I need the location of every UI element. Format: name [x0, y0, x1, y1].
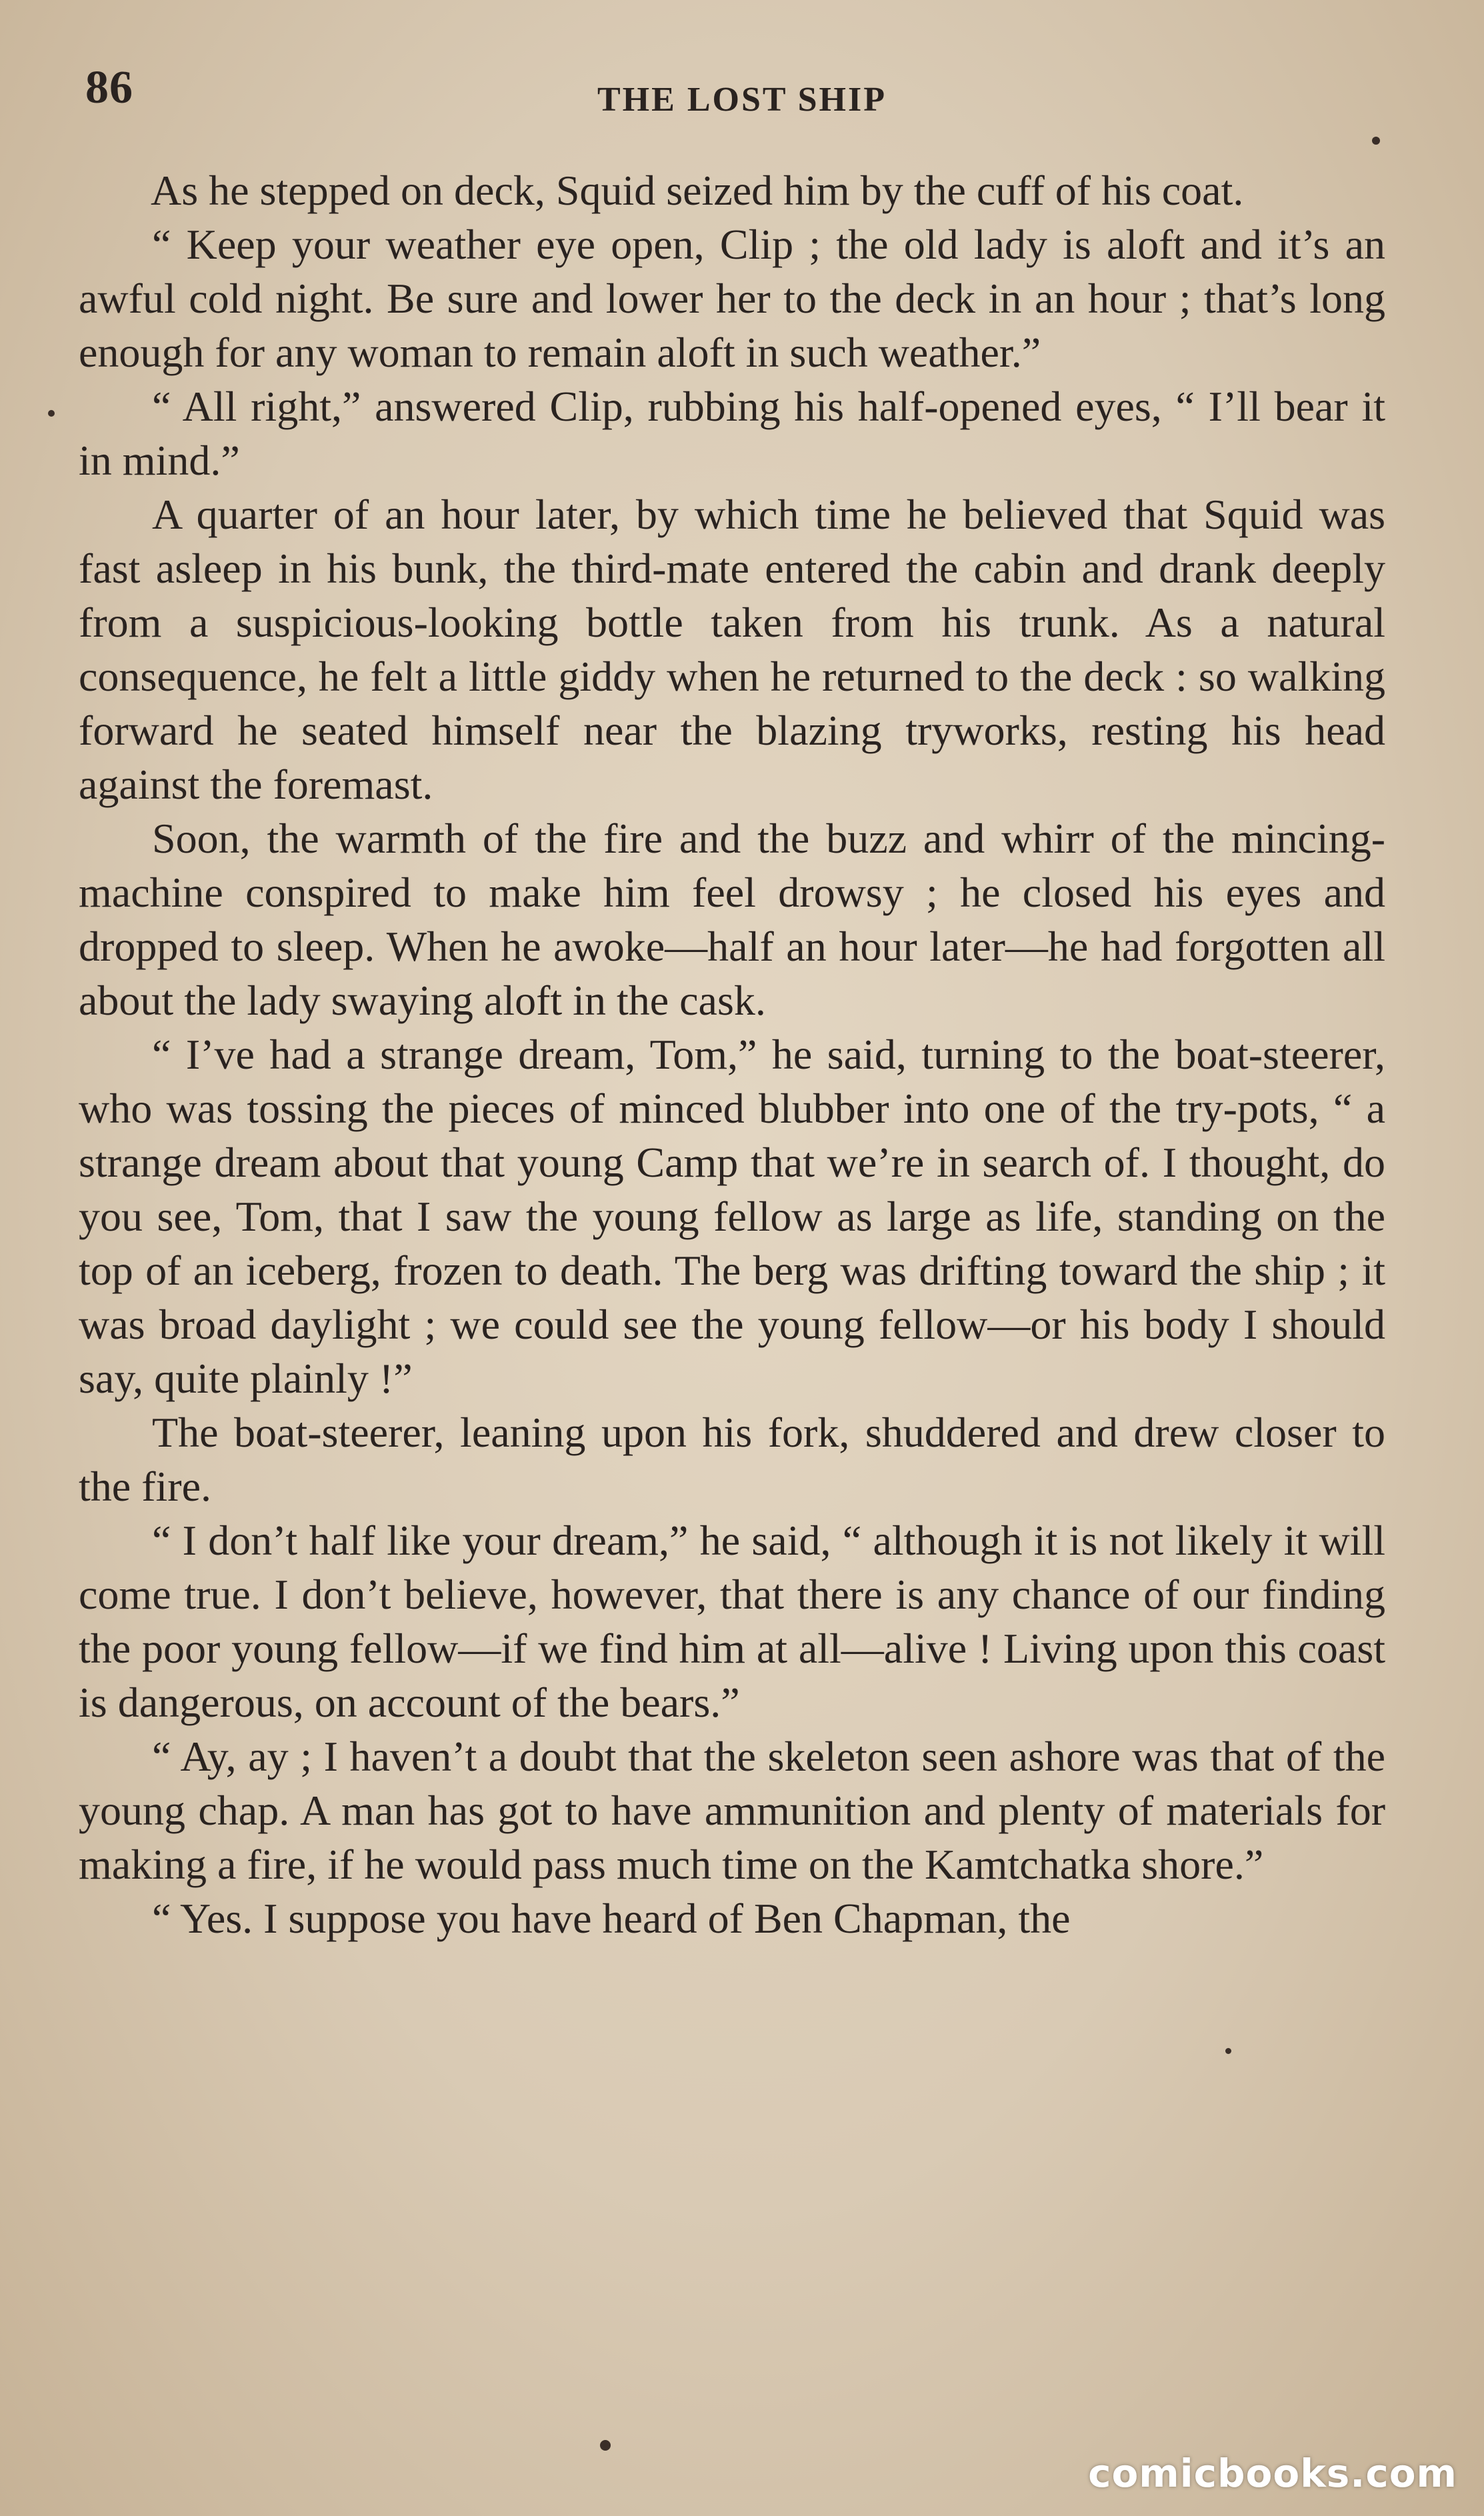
ink-speck — [1372, 137, 1380, 145]
page-number: 86 — [85, 62, 133, 113]
body-text — [79, 163, 1385, 1945]
paragraph: Soon, the warmth of the fire and the buzz and whirr of the mincing-machine conspired to make him feel drowsy ; he closed his eyes and dropped to sleep. When he awoke—half an hour later—he had forgotten all about the lady swaying aloft in the cask. — [79, 815, 1385, 1024]
ink-speck — [600, 2440, 611, 2451]
paragraph: “ Yes. I suppose you have heard of Ben Chapman, the — [152, 1895, 1071, 1942]
paragraph: The boat-steerer, leaning upon his fork, shuddered and drew closer to the fire. — [79, 1409, 1385, 1510]
watermark: comicbooks.com — [1088, 2451, 1457, 2496]
ink-speck — [1225, 2048, 1231, 2054]
paragraph: “ Keep your weather eye open, Clip ; the old lady is aloft and it’s an awful cold night. Be sure and lower her to the deck in an hour ; that’s long enough for any woman to remain aloft in such weather.” — [79, 221, 1385, 376]
paragraph: “ Ay, ay ; I haven’t a doubt that the skeleton seen ashore was that of the young chap. A man has got to have ammunition and plenty of materials for making a fire, if he would pass much time on the Kamtchatka shore.” — [79, 1733, 1385, 1888]
paragraph: As he stepped on deck, Squid seized him by the cuff of his coat. — [151, 167, 1244, 214]
paragraph: A quarter of an hour later, by which time he believed that Squid was fast asleep in his bunk, the third-mate entered the cabin and drank deeply from a suspicious-looking bottle taken from his trunk. As a natural consequence, he felt a little giddy when he returned to the deck : so walking forward he seated himself near the blazing tryworks, resting his head against the foremast. — [79, 491, 1385, 808]
running-title: THE LOST SHIP — [597, 81, 887, 119]
paragraph: “ I don’t half like your dream,” he said, “ although it is not likely it will come true. I don’t believe, however, that there is any chance of our finding the poor young fellow—if we find him at all—alive ! Living upon this coast is dangerous, on account of the bears.” — [79, 1517, 1385, 1726]
paragraph: “ I’ve had a strange dream, Tom,” he said, turning to the boat-steerer, who was tossing the pieces of minced blubber into one of the try-pots, “ a strange dream about that young Camp that we’re in search of. I thought, do you see, Tom, that I saw the young fellow as large as life, standing on the top of an iceberg, frozen to death. The berg was drifting toward the ship ; it was broad daylight ; we could see the young fellow—or his body I should say, quite plainly !” — [79, 1031, 1385, 1402]
ink-speck — [48, 410, 55, 417]
paragraph: “ All right,” answered Clip, rubbing his half-opened eyes, “ I’ll bear it in mind.” — [79, 383, 1385, 484]
